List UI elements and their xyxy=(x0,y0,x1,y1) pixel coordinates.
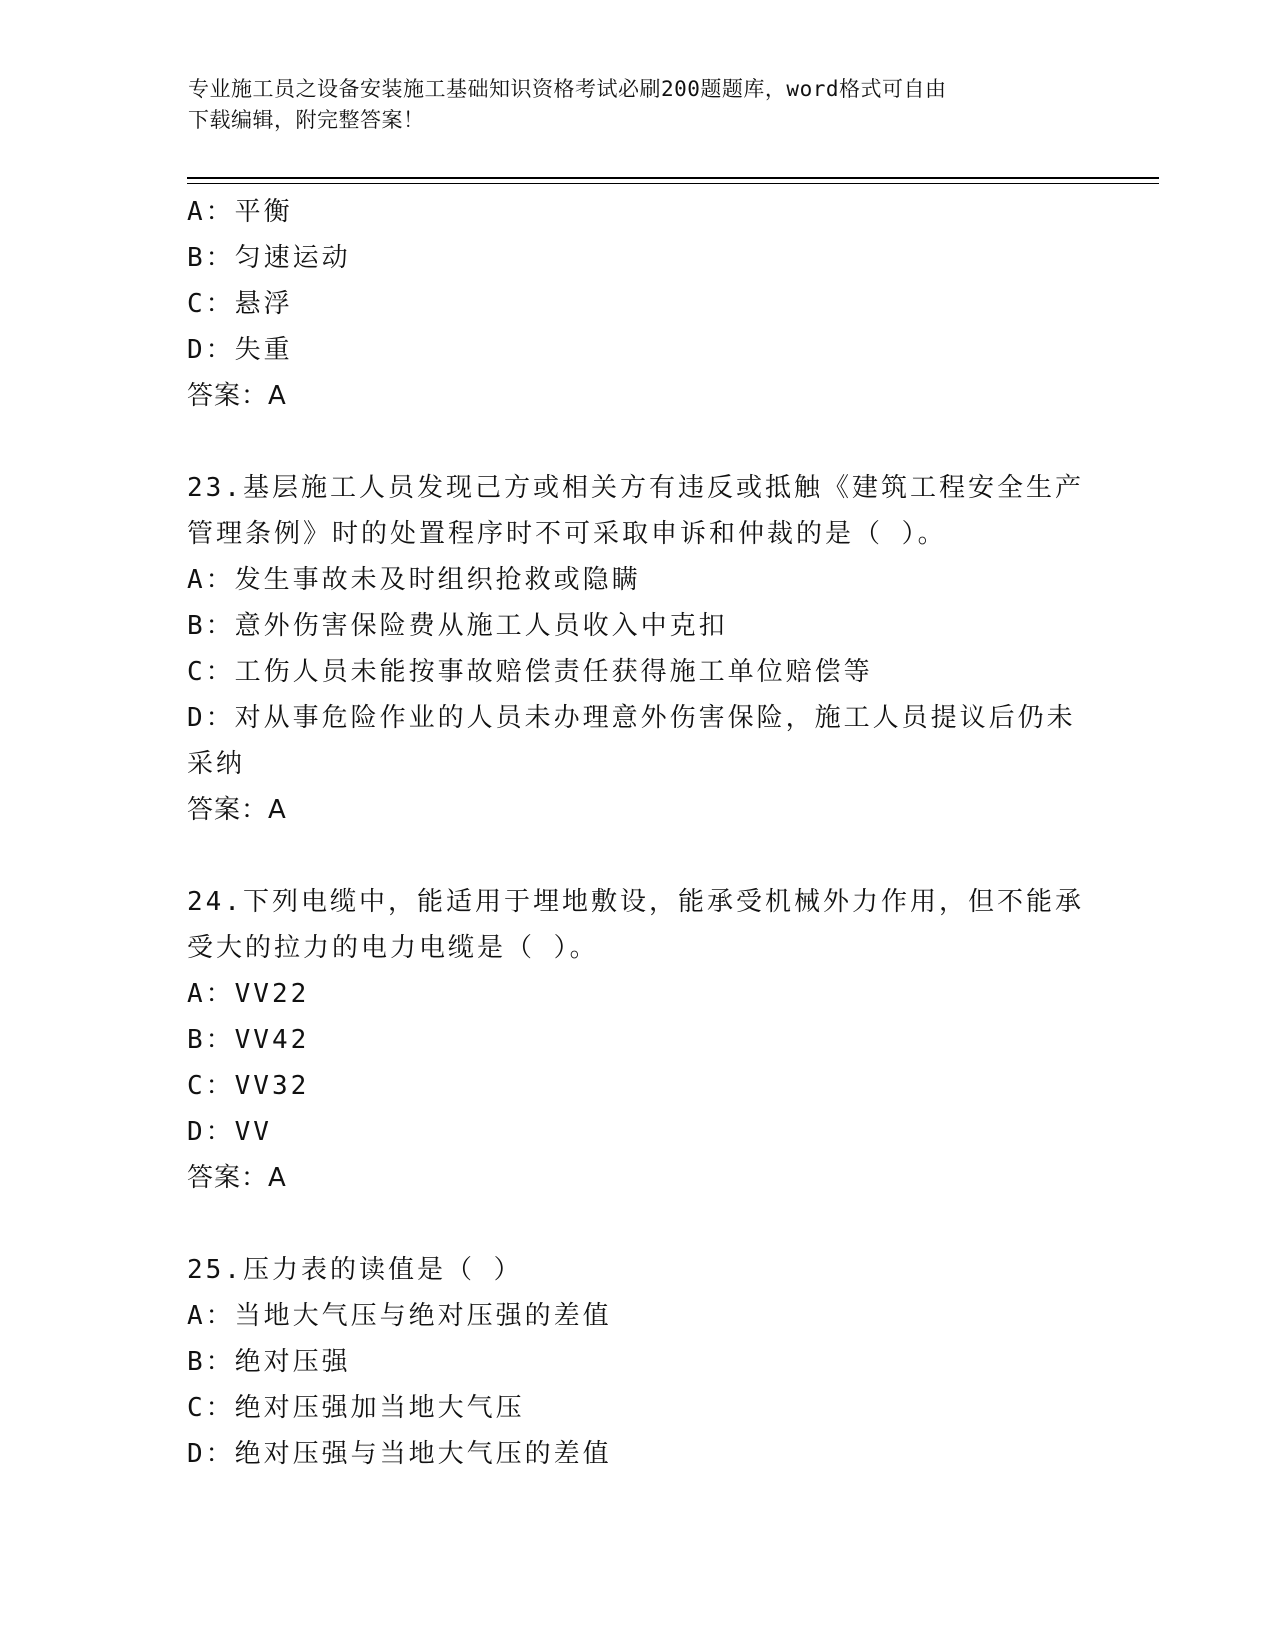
header-rule-thin xyxy=(187,183,1159,184)
option-c: C：绝对压强加当地大气压 xyxy=(187,1393,525,1423)
option-d-continued: 采纳 xyxy=(187,749,246,779)
option-d: D：对从事危险作业的人员未办理意外伤害保险，施工人员提议后仍未 xyxy=(187,703,1076,733)
spacer xyxy=(187,1201,1087,1247)
option-d: D：绝对压强与当地大气压的差值 xyxy=(187,1439,612,1469)
question-stem-line-2: 管理条例》时的处置程序时不可采取申诉和仲裁的是（ ）。 xyxy=(187,519,947,549)
page-header xyxy=(188,74,1068,136)
option-a: A：平衡 xyxy=(187,197,293,227)
option-a: A：发生事故未及时组织抢救或隐瞒 xyxy=(187,565,641,595)
option-c: C：VV32 xyxy=(187,1071,310,1101)
question-stem-line-2: 受大的拉力的电力电缆是（ ）。 xyxy=(187,933,599,963)
answer: 答案：A xyxy=(187,795,287,825)
question-list xyxy=(187,189,1087,1477)
header-rule-thick xyxy=(187,177,1159,179)
option-a: A：当地大气压与绝对压强的差值 xyxy=(187,1301,612,1331)
option-b: B：VV42 xyxy=(187,1025,310,1055)
option-b: B：绝对压强 xyxy=(187,1347,351,1377)
answer: 答案：A xyxy=(187,381,287,411)
option-c: C：悬浮 xyxy=(187,289,293,319)
question-25 xyxy=(187,1247,1087,1477)
option-c: C：工伤人员未能按事故赔偿责任获得施工单位赔偿等 xyxy=(187,657,873,687)
spacer xyxy=(187,419,1087,465)
option-b: B：匀速运动 xyxy=(187,243,351,273)
header-title-line-2: 下载编辑，附完整答案！ xyxy=(188,108,425,132)
option-d: D：VV xyxy=(187,1117,272,1147)
answer: 答案：A xyxy=(187,1163,287,1193)
header-title-line-1: 专业施工员之设备安装施工基础知识资格考试必刷200题题库，word格式可自由 xyxy=(188,77,947,101)
spacer xyxy=(187,833,1087,879)
question-stem: 25.压力表的读值是（ ） xyxy=(187,1255,523,1285)
option-b: B：意外伤害保险费从施工人员收入中克扣 xyxy=(187,611,728,641)
question-24 xyxy=(187,879,1087,1201)
option-d: D：失重 xyxy=(187,335,293,365)
question-stem-line-1: 23.基层施工人员发现己方或相关方有违反或抵触《建筑工程安全生产 xyxy=(187,473,1084,503)
question-stem-line-1: 24.下列电缆中，能适用于埋地敷设，能承受机械外力作用，但不能承 xyxy=(187,887,1084,917)
option-a: A：VV22 xyxy=(187,979,310,1009)
question-23 xyxy=(187,465,1087,833)
question-22-continued xyxy=(187,189,1087,419)
